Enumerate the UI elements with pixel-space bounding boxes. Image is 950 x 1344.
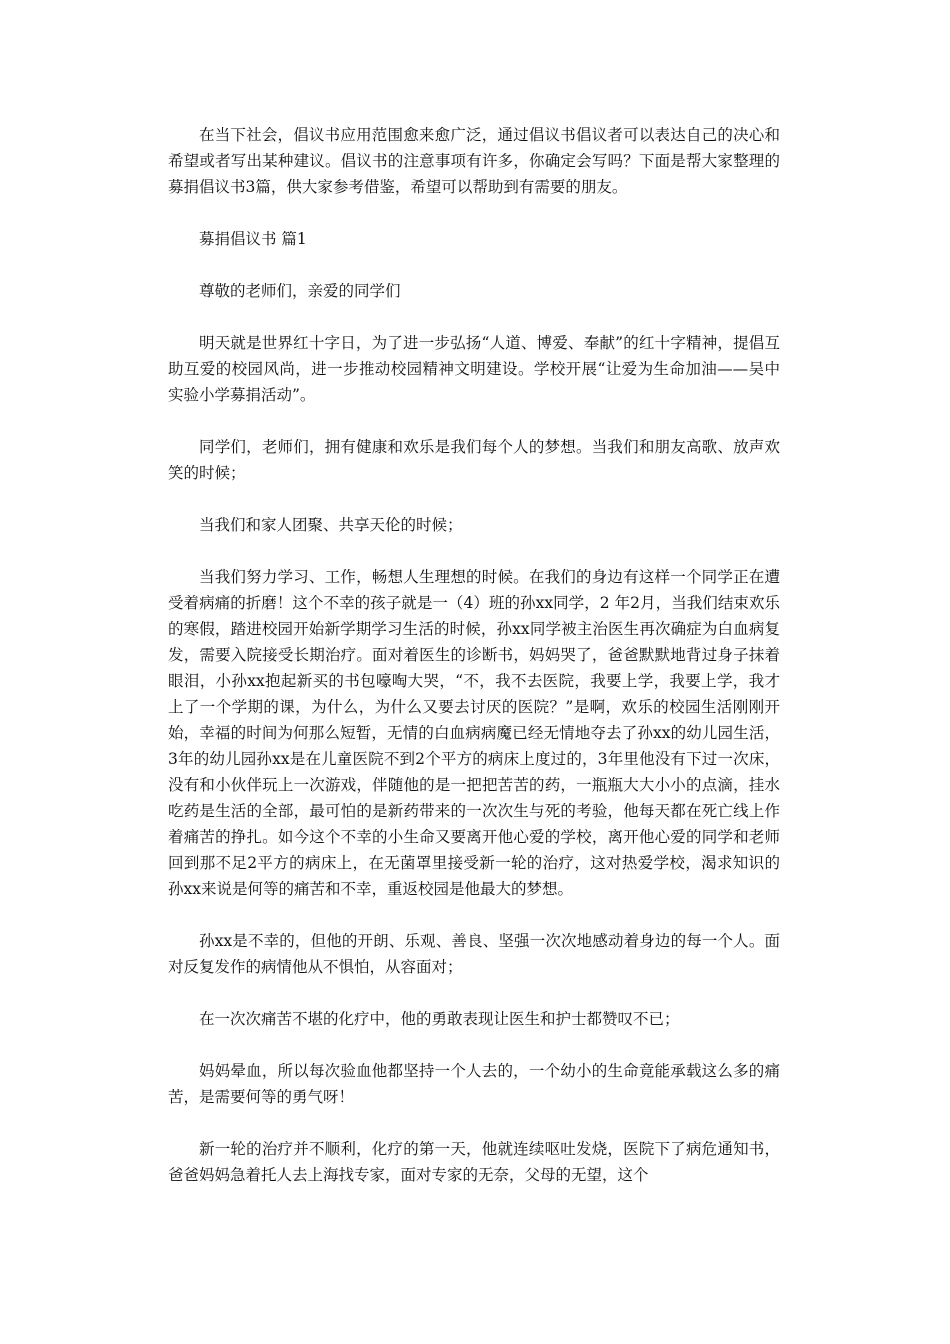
section-title: 募捐倡议书 篇1	[199, 230, 307, 248]
body-paragraph-2: 同学们，老师们，拥有健康和欢乐是我们每个人的梦想。当我们和朋友高歌、放声欢笑的时候；	[168, 438, 780, 482]
salutation: 尊敬的老师们，亲爱的同学们	[199, 282, 401, 300]
intro-paragraph: 在当下社会，倡议书应用范围愈来愈广泛，通过倡议书倡议者可以表达自己的决心和希望或者写出某种建议。倡议书的注意事项有许多，你确定会写吗？下面是帮大家整理的募捐倡议书3篇，供大家参考借鉴，希望可以帮助到有需要的朋友。	[168, 126, 780, 196]
document-page	[168, 122, 780, 1214]
body-paragraph-6: 在一次次痛苦不堪的化疗中，他的勇敢表现让医生和护士都赞叹不已；	[199, 1010, 680, 1028]
body-paragraph-3: 当我们和家人团聚、共享天伦的时候；	[199, 516, 463, 534]
body-paragraph-7: 妈妈晕血，所以每次验血他都坚持一个人去的，一个幼小的生命竟能承载这么多的痛苦，是需要何等的勇气呀！	[168, 1062, 780, 1106]
body-paragraph-5: 孙xx是不幸的，但他的开朗、乐观、善良、坚强一次次地感动着身边的每一个人。面对反复发作的病情他从不惧怕，从容面对；	[168, 932, 780, 976]
body-paragraph-8: 新一轮的治疗并不顺利，化疗的第一天，他就连续呕吐发烧，医院下了病危通知书，爸爸妈妈急着托人去上海找专家，面对专家的无奈，父母的无望，这个	[168, 1140, 780, 1184]
body-paragraph-4: 当我们努力学习、工作，畅想人生理想的时候。在我们的身边有这样一个同学正在遭受着病痛的折磨！这个不幸的孩子就是一（4）班的孙xx同学，2 年2月，当我们结束欢乐的寒假，踏进校园开始新学期学习生活的时候，孙xx同学被主治医生再次确症为白血病复发，需要入院接受长期治疗。面对着医生的诊断书，妈妈哭了，爸爸默默地背过身子抹着眼泪，小孙xx抱起新买的书包嚎啕大哭，“不，我不去医院，我要上学，我要上学，我才上了一个学期的课，为什么，为什么又要去讨厌的医院？”是啊，欢乐的校园生活刚刚开始，幸福的时间为何那么短暂，无情的白血病病魔已经无情地夺去了孙xx的幼儿园生活，3年的幼儿园孙xx是在儿童医院不到2个平方的病床上度过的，3年里他没有下过一次床，没有和小伙伴玩上一次游戏，伴随他的是一把把苦苦的药，一瓶瓶大大小小的点滴，挂水吃药是生活的全部，最可怕的是新药带来的一次次生与死的考验，他每天都在死亡线上作着痛苦的挣扎。如今这个不幸的小生命又要离开他心爱的学校，离开他心爱的同学和老师回到那不足2平方的病床上，在无菌罩里接受新一轮的治疗，这对热爱学校，渴求知识的孙xx来说是何等的痛苦和不幸，重返校园是他最大的梦想。	[168, 568, 780, 898]
body-paragraph-1: 明天就是世界红十字日，为了进一步弘扬“人道、博爱、奉献”的红十字精神，提倡互助互爱的校园风尚，进一步推动校园精神文明建设。学校开展“让爱为生命加油——吴中实验小学募捐活动”。	[168, 334, 780, 404]
